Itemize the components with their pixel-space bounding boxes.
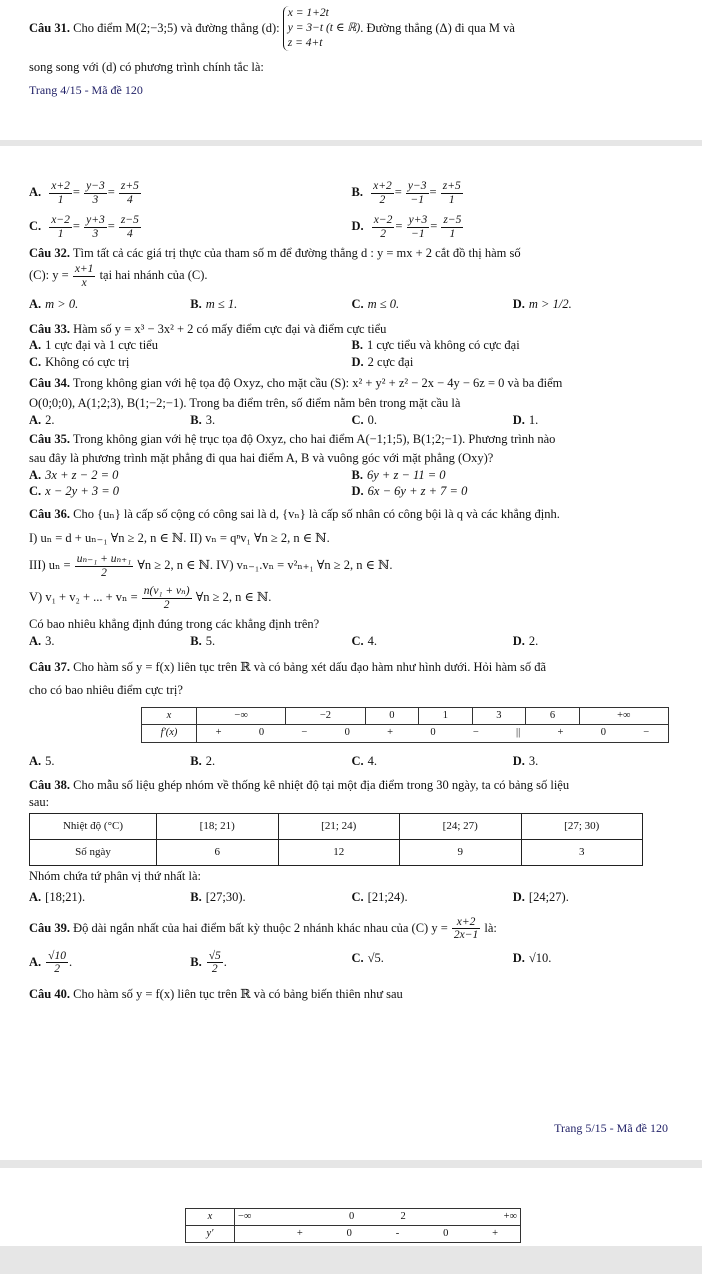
question-34: Câu 34. Trong không gian với hệ tọa độ Oxyz, cho mặt cầu (S): x² + y² + z² − 2x − 4y − 6z = 0 và ba điểm O(0;0;0), A(1;2;3), B(1;−2;−1). Trong ba điểm trên, số điểm nằm bên trong mặt cầu là A. 2. B. 3. C. 0. D. 1. [29,375,674,429]
option-c[interactable]: C. 4. [351,753,378,768]
option-c[interactable]: C. x − 2y + 3 = 0 [29,484,120,499]
page-footer: Trang 4/15 - Mã đề 120 [29,82,143,97]
option-b[interactable]: B. 5. [190,633,216,648]
page-break [0,1160,702,1168]
question-31 [29,6,674,51]
option-c[interactable]: C. m ≤ 0. [351,296,400,311]
question-37: Câu 37. Cho hàm số y = f(x) liên tục trên ℝ và có bảng xét dấu đạo hàm như hình dưới. Hỏi hàm số đã cho có bao nhiêu điểm cực trị? x −∞ −2 0 1 3 6 +∞ f′(x) + 0 − 0 + 0 − || + 0 − A. 5. B. 2. C. 4. D. 3. [29,659,674,769]
option-b[interactable]: B. 3. [190,412,216,427]
sign-table: x −∞ −2 0 1 3 6 +∞ f′(x) + 0 − 0 + 0 − || + 0 − [141,707,669,742]
question-33: Câu 33. Hàm số y = x³ − 3x² + 2 có mấy điểm cực đại và điểm cực tiểu A. 1 cực đại và 1 cực tiểu B. 1 cực tiểu và không có cực đại C. Không có cực trị D. 2 cực đại [29,321,674,372]
option-a[interactable]: A. $\frac{√10}{2}$ . [29,949,73,976]
eq-z: z = 4+t [287,36,323,49]
line-system [283,6,360,51]
statement-5: V) v₁ + v₂ + ... + vₙ = $\frac{\text{n(v₁ + vₙ)}}{2}$ ∀n ≥ 2, n ∈ ℕ. [29,585,272,612]
page-footer: Trang 5/15 - Mã đề 120 [554,1121,668,1135]
page-break [0,140,702,146]
option-d[interactable]: D. m > 1/2. [512,296,572,311]
option-c[interactable]: C. 4. [351,633,378,648]
question-number: Câu 31. [29,20,70,35]
question-35: Câu 35. Trong không gian với hệ trục tọa độ Oxyz, cho hai điểm A(−1;1;5), B(1;2;−1). Phương trình nào sau đây là phương trình mặt phẳng đi qua hai điểm A, B và vuông góc với mặt phẳng (Oxy)? A. 3x + z − 2 = 0 B. 6y + z − 11 = 0 C. x − 2y + 3 = 0 D. 6x − 6y + z + 7 = 0 [29,431,674,501]
question-36: Câu 36. Cho {uₙ} là cấp số cộng có công sai là d, {vₙ} là cấp số nhân có công bội là q và các khẳng định. I) uₙ = d + uₙ₋₁ ∀n ≥ 2, n ∈ ℕ. II) vₙ = qⁿv₁ ∀n ≥ 2, n ∈ ℕ. III) uₙ = $\frac{\text{uₙ₋₁ + uₙ₊₁}}{2}$ ∀n ≥ 2, n ∈ ℕ. IV) vₙ₋₁.vₙ = v²ₙ₊₁ ∀n ≥ 2, n ∈ ℕ. V) v₁ + v₂ + ... + vₙ = $\frac{\text{n(v₁ + vₙ)}}{2}$ ∀n ≥ 2, n ∈ ℕ. Có bao nhiêu khẳng định đúng trong các khẳng định trên? A. 3. B. 5. C. 4. D. 2. [29,506,674,649]
option-b[interactable]: B. $\frac{x+2}{2}$ = $\frac{y-3}{-1}$ = $\frac{z+5}{1}$ [351,180,461,206]
statement-3-4: III) uₙ = $\frac{\text{uₙ₋₁ + uₙ₊₁}}{2}$ ∀n ≥ 2, n ∈ ℕ. IV) vₙ₋₁.vₙ = v²ₙ₊₁ ∀n ≥ 2, n ∈ ℕ. [29,553,393,579]
option-d[interactable]: D. $\frac{x-2}{2}$ = $\frac{y+3}{-1}$ = $\frac{z-5}{1}$ [351,214,462,240]
question-31-options [29,180,674,241]
question-text: Tìm tất cả các giá trị thực của tham số m để đường thẳng d : y = mx + 2 cắt đồ thị hàm số [72,245,521,260]
question-40: Câu 40. Cho hàm số y = f(x) liên tục trên ℝ và có bảng biến thiên như sau [29,987,403,1002]
option-b[interactable]: B. 6y + z − 11 = 0 [351,467,446,482]
variation-table: x −∞ 0 2 +∞ y′ + 0 - 0 + [185,1208,521,1243]
option-b[interactable]: B. $\frac{√5}{2}$ . [190,949,227,976]
option-a[interactable]: A. 3x + z − 2 = 0 [29,467,119,482]
question-39: Câu 39. Độ dài ngắn nhất của hai điểm bất kỳ thuộc 2 nhánh khác nhau của (C) y = $\frac{x+2}{2x-1}$ là: A. $\frac{√10}{2}$ . B. $\frac{√5}{2}$ . C. √5. D. √10. [29,916,674,977]
option-b[interactable]: B. 2. [190,753,216,768]
page-bottom-shade [0,1246,702,1274]
option-d[interactable]: D. 6x − 6y + z + 7 = 0 [351,484,468,499]
page-5 [0,180,702,1003]
frequency-table: Nhiệt độ (°C) [18; 21) [21; 24) [24; 27) [27; 30) Số ngày 6 12 9 3 [29,813,643,866]
option-c[interactable]: C. 0. [351,412,378,427]
question-text-cont: . Đường thẳng (Δ) đi qua M và [360,20,515,35]
option-d[interactable]: D. 1. [512,412,539,427]
eq-y: y = 3−t (t ∈ ℝ) [287,21,361,34]
question-text-line2: song song với (d) có phương trình chính tắc là: [29,59,264,74]
option-c[interactable]: C. $\frac{x-2}{1}$ = $\frac{y+3}{3}$ = $\frac{z-5}{4}$ [29,214,139,240]
option-d[interactable]: D. 2. [512,633,539,648]
option-c[interactable]: C. [21;24). [351,889,408,904]
option-d[interactable]: D. √10. [512,950,552,965]
statement-1-2: I) uₙ = d + uₙ₋₁ ∀n ≥ 2, n ∈ ℕ. II) vₙ = qⁿv₁ ∀n ≥ 2, n ∈ ℕ. [29,531,330,546]
option-c[interactable]: C. Không có cực trị [29,355,130,370]
option-b[interactable]: B. m ≤ 1. [190,296,238,311]
option-a[interactable]: A. 1 cực đại và 1 cực tiểu [29,338,158,353]
option-b[interactable]: B. [27;30). [190,889,246,904]
option-d[interactable]: D. 2 cực đại [351,355,414,370]
page-4-bottom [0,6,702,98]
option-c[interactable]: C. √5. [351,950,384,965]
question-text: Cho điểm M(2;−3;5) và đường thẳng (d): [73,20,280,35]
question-number: Câu 32. [29,245,70,260]
option-a[interactable]: A. 2. [29,412,55,427]
question-38: Câu 38. Cho mẫu số liệu ghép nhóm về thống kê nhiệt độ tại một địa điểm trong 30 ngày, ta có bảng số liệu sau: Nhiệt độ (°C) [18; 21) [21; 24) [24; 27) [27; 30) Số ngày 6 12 9 3 Nhóm chứa tứ phân vị thứ nhất là: A. [18;21). B. [27;30). C. [21;24). D. [24;27). [29,777,674,905]
eq-x: x = 1+2t [287,7,329,19]
option-b[interactable]: B. 1 cực tiểu và không có cực đại [351,338,520,353]
option-d[interactable]: D. [24;27). [512,889,569,904]
option-a[interactable]: A. 5. [29,753,55,768]
option-a[interactable]: A. 3. [29,633,55,648]
option-d[interactable]: D. 3. [512,753,539,768]
question-32: Câu 32. Tìm tất cả các giá trị thực của tham số m để đường thẳng d : y = mx + 2 cắt đồ thị hàm số (C): y = $\frac{x+1}{x}$ tại hai nhánh của (C). A. m > 0. B. m ≤ 1. C. m ≤ 0. D. m > 1/2. [29,245,674,313]
option-a[interactable]: A. $\frac{x+2}{1}$ = $\frac{y-3}{3}$ = $\frac{z+5}{4}$ [29,180,139,206]
option-a[interactable]: A. [18;21). [29,889,86,904]
option-a[interactable]: A. m > 0. [29,296,79,311]
